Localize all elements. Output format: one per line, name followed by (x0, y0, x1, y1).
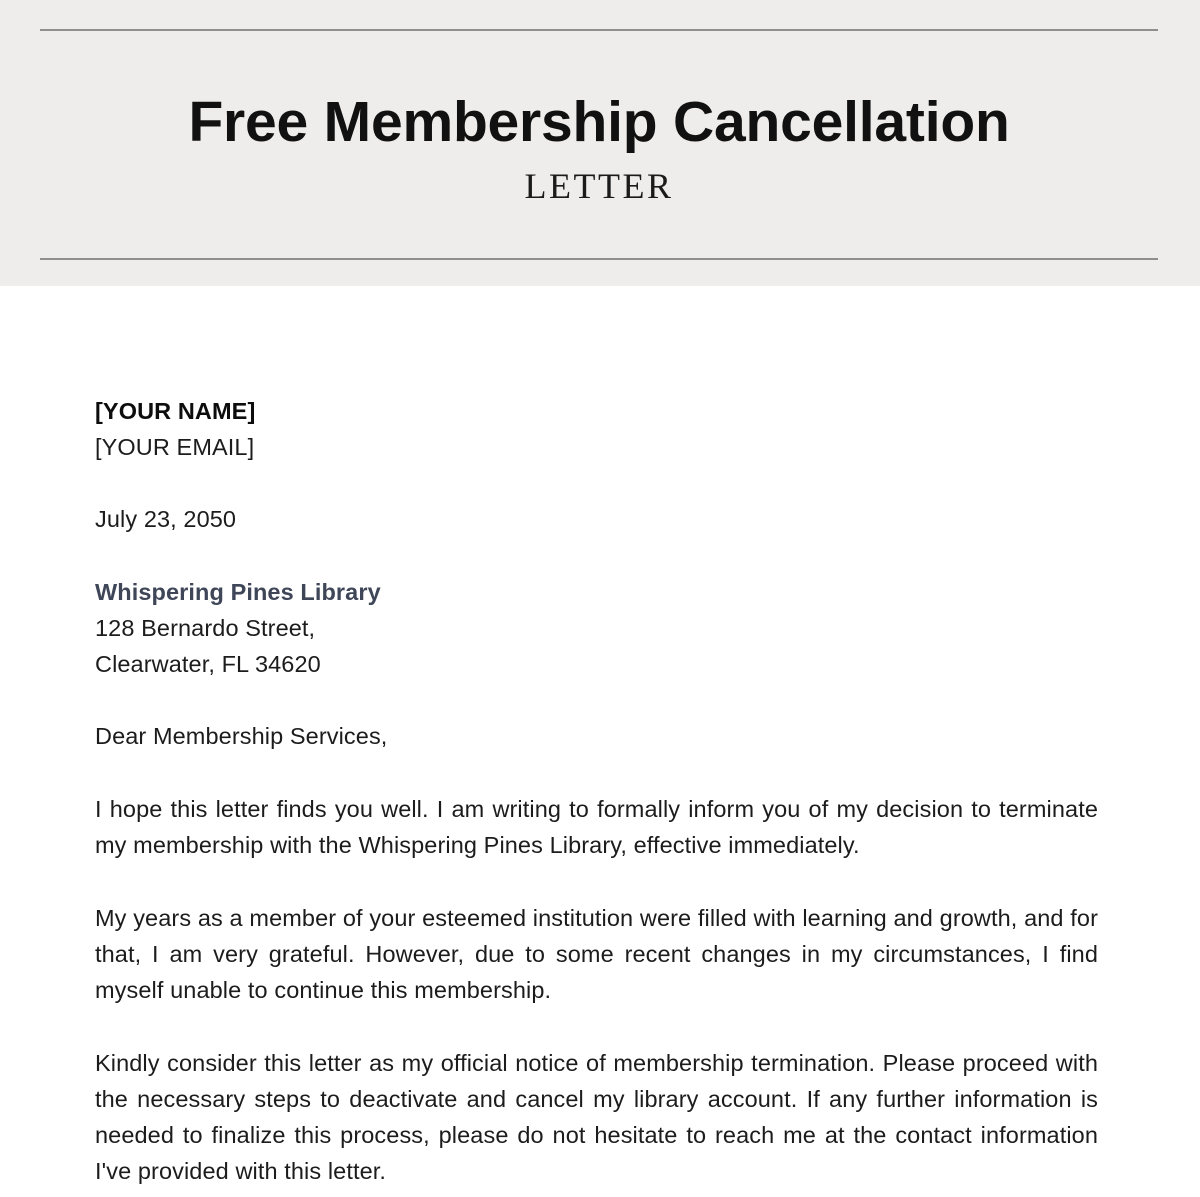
sender-name: [YOUR NAME] (95, 398, 256, 424)
page-title: Free Membership Cancellation (188, 89, 1010, 154)
sender-block (95, 393, 1098, 465)
recipient-city-state-zip: Clearwater, FL 34620 (95, 651, 321, 677)
recipient-street: 128 Bernardo Street, (95, 615, 316, 641)
letterhead-title-block (40, 31, 1158, 258)
letter-paragraph: I hope this letter finds you well. I am writing to formally inform you of my decision to terminate my membership with the Whispering Pines Library, effective immediately. (95, 796, 1098, 858)
letter-paragraph: Kindly consider this letter as my official notice of membership termination. Please proceed with the necessary steps to deactivate and cancel my library account. If any further information is needed to finalize this process, please do not hesitate to reach me at the contact information I've provided with this letter. (95, 1050, 1098, 1184)
letterhead-banner (0, 0, 1200, 286)
sender-email: [YOUR EMAIL] (95, 434, 255, 460)
recipient-address-block (95, 574, 1098, 682)
letterhead-bottom-divider (40, 258, 1158, 260)
salutation: Dear Membership Services, (95, 723, 388, 749)
recipient-organization: Whispering Pines Library (95, 579, 381, 605)
letter-content (0, 286, 1200, 1189)
page-subtitle: LETTER (524, 166, 674, 207)
letter-date: July 23, 2050 (95, 506, 237, 532)
letter-paragraph: My years as a member of your esteemed institution were filled with learning and growth, and for that, I am very grateful. However, due to some recent changes in my circumstances, I find myself unable to continue this membership. (95, 905, 1098, 1003)
